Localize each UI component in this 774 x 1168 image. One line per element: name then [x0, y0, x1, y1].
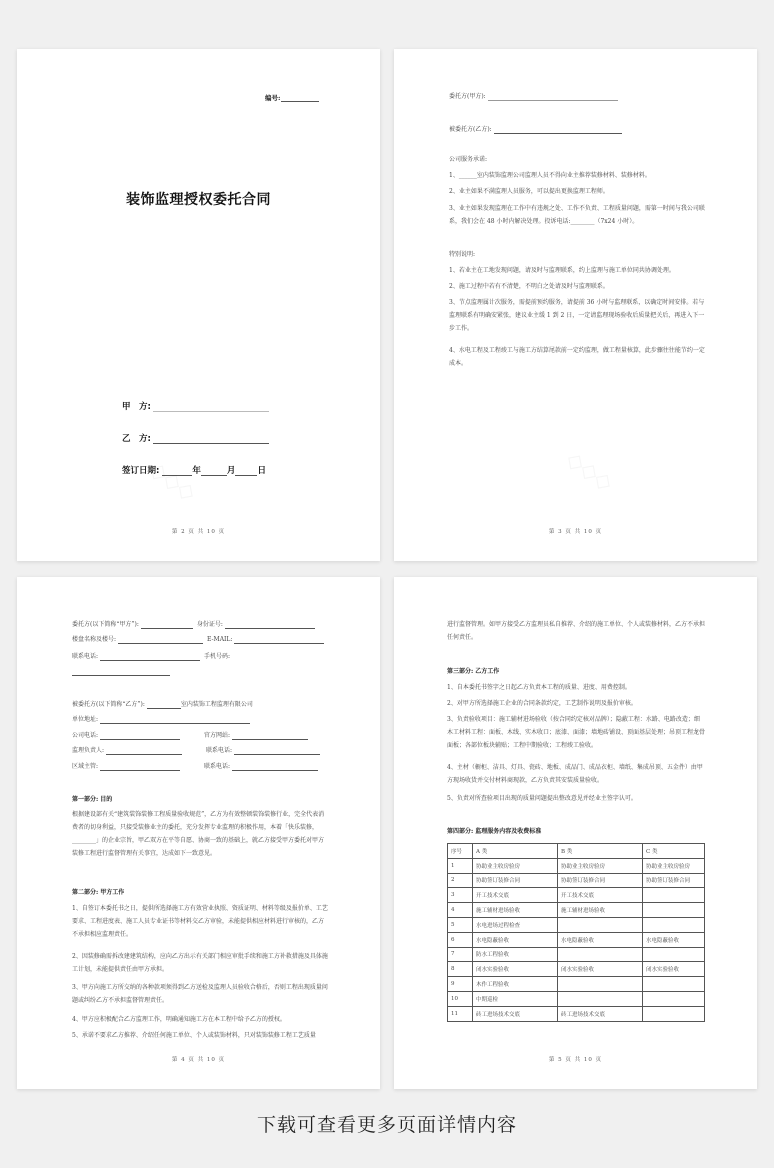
contractor-company: 室内装饰工程监理有限公司 [180, 701, 253, 708]
contractor-blank [147, 701, 181, 709]
table-header-row [448, 844, 705, 859]
client-label: 委托方(以下简称“甲方”): [72, 621, 139, 628]
number-label: 编号: [265, 94, 281, 102]
table-cell: 协助签订装修合同 [558, 873, 643, 888]
part3-item: 4、主材（橱柜、洁具、灯具、瓷砖、地板、成品门、成品衣柜、墙纸、集成吊顶、五金件）由甲方现场收货并交付材料商现款，乙方负责其安装质量验收。 [447, 764, 703, 784]
email-label: E-MAIL: [207, 636, 233, 643]
contract-number [265, 93, 319, 102]
id-label: 身份证号: [196, 621, 223, 628]
contractor-line [449, 126, 622, 134]
table-cell: 水电隐蔽验收 [473, 932, 558, 947]
table-cell: 10 [448, 991, 473, 1006]
building-blank [118, 636, 203, 644]
address-label: 单位地址: [72, 716, 99, 723]
watermark [561, 447, 617, 497]
part2-item: 1、自签订本委托书之日，提供所选择施工方有效营业执照、资质证明、材料等级及报价单、工艺要求、工程进度表、施工人员专业证书等材料交乙方审验，未能提供相应材料进行审核的，乙方不承担相应监理责任。 [72, 905, 328, 938]
phone-label: 联系电话: [72, 653, 99, 660]
fee-table [447, 843, 705, 1022]
part3-item: 2、对甲方所选择施工企业的合同条款约定，工艺制作说明及报价审核。 [447, 700, 637, 707]
contract-terms-page [17, 577, 380, 1089]
table-cell: 11 [448, 1006, 473, 1021]
supervisor-blank [106, 747, 182, 755]
table-cell: 协助业主收房验房 [473, 858, 558, 873]
part2-item: 2、因装修确需拆改建建筑结构，应向乙方出示有关部门相应审批手续和施工方补救措施及具体施工计划，未能提供责任由甲方承担。 [72, 953, 328, 973]
table-cell: 协助签订装修合同 [643, 873, 705, 888]
contractor-label: 被委托方(以下简称“乙方”): [72, 701, 145, 708]
table-cell: 水电进场过程检查 [473, 917, 558, 932]
company-phone-blank [100, 732, 180, 740]
table-cell: 协助业主收房验房 [558, 858, 643, 873]
table-cell: 砖工进场技术交底 [558, 1006, 643, 1021]
table-cell: 7 [448, 947, 473, 962]
company-phone-label: 公司电话: [72, 732, 99, 739]
part2-item: 3、甲方向施工方所交纳的各种款项须得到乙方送检及监理人员验收合格后，否则工程出现质量问题或纠纷乙方不承担监督管理责任。 [72, 984, 328, 1004]
service-fees-page [394, 577, 757, 1089]
email-blank [234, 636, 324, 644]
table-cell [643, 917, 705, 932]
manager-phone-blank [232, 763, 318, 771]
table-cell [558, 917, 643, 932]
note-item: 3、节点监理属计次服务，需提前预约服务，请提前 36 小时与监理联系，以确定时间安排。若与监理联系有明确安紧张，建议业主缓 1 到 2 日，一定请监理现场验收后质量把关后，再进入下一步工作。 [449, 299, 705, 332]
commit-item: 2、业主如果不满监理人员服务，可以提出更换监理工程师。 [449, 188, 609, 195]
table-cell: 砖工进场技术交底 [473, 1006, 558, 1021]
number-blank [281, 94, 319, 102]
mobile-blank-row [72, 668, 170, 676]
sign-date-label: 签订日期: [122, 466, 160, 476]
building-label: 楼盘名称及楼号: [72, 636, 117, 643]
month-label: 月 [226, 466, 236, 476]
note-item: 4、水电工程及工程竣工与施工方结算尾款前一定约监理，做工程量核算，此步骤往往能节约一定成本。 [449, 347, 705, 367]
page-footer: 第 2 页 共 10 页 [171, 529, 226, 535]
table-cell: 施工辅材进场验收 [558, 903, 643, 918]
party-b-label: 乙 方: [122, 434, 151, 444]
part2-item: 5、承诺不要求乙方推荐、介绍任何施工单位、个人或装饰材料，只对装饰装修工程工艺质量 [72, 1032, 316, 1039]
table-cell: 9 [448, 977, 473, 992]
supervisor-row [72, 747, 320, 755]
day-blank [235, 466, 257, 476]
manager-row [72, 763, 318, 771]
table-row [448, 947, 705, 962]
page-footer: 第 3 页 共 10 页 [548, 529, 603, 535]
building-row [72, 636, 324, 644]
contract-cover-page [17, 49, 380, 561]
part3-item: 3、负责验收项目：施工辅材进场验收（按合同约定核对品牌）；隐蔽工程：水路、电路改造；细木工材料工程：面板、木线、实木收口；底漆、面漆；墙地砖铺设、顶面基层处理；吊顶工程龙骨面板；各部位板块辅贴；工程中期验收；工程竣工验收。 [447, 716, 706, 749]
manager-label: 区域主管: [72, 763, 99, 770]
table-header-cell: A 类 [473, 844, 558, 859]
note-item: 2、施工过程中若有不清楚，不明白之处请及时与监理联系。 [449, 283, 609, 290]
table-cell: 4 [448, 903, 473, 918]
table-cell: 5 [448, 917, 473, 932]
service-commitment-page [394, 49, 757, 561]
part3-item: 5、负责对所查验项目出现的质量问题提出整改意见并经业主签字认可。 [447, 795, 637, 802]
table-cell: 开工技术交底 [558, 888, 643, 903]
table-cell: 水电隐蔽验收 [643, 932, 705, 947]
table-cell: 闭水实验验收 [558, 962, 643, 977]
table-cell [643, 888, 705, 903]
website-blank [232, 732, 308, 740]
table-cell [558, 991, 643, 1006]
continued-text: 进行监督管理。如甲方接受乙方监理员私自推荐、介绍的施工单位、个人或装修材料，乙方不承担任何责任。 [447, 621, 706, 641]
table-cell [558, 947, 643, 962]
table-cell: 中期巡检 [473, 991, 558, 1006]
contractor-blank [494, 126, 622, 134]
party-a-line [122, 400, 269, 412]
table-row [448, 873, 705, 888]
party-a-blank [153, 402, 269, 412]
party-b-blank [153, 434, 269, 444]
table-header-cell: C 类 [643, 844, 705, 859]
client-blank [141, 621, 193, 629]
table-cell [643, 903, 705, 918]
table-cell: 6 [448, 932, 473, 947]
client-line [449, 93, 618, 101]
day-label: 日 [257, 466, 266, 476]
table-row [448, 917, 705, 932]
table-cell: 开工技术交底 [473, 888, 558, 903]
part2-item: 4、甲方应积极配合乙方监理工作，明确通知施工方在本工程中给予乙方的授权。 [72, 1016, 286, 1023]
part2-heading: 第二部分: 甲方工作 [72, 889, 125, 896]
table-cell [643, 977, 705, 992]
commit-item: 1、______室内装饰监理公司监理人员不得向业主推荐装修材料、装修材料。 [449, 172, 651, 179]
client-blank [488, 93, 618, 101]
table-row [448, 962, 705, 977]
website-label: 官方网站: [204, 732, 231, 739]
manager-blank [100, 763, 180, 771]
table-row [448, 977, 705, 992]
note-item: 1、若业主在工地发现问题，请及时与监理联系，约上监理与施工单位同共协调处理。 [449, 267, 675, 274]
table-header-cell: 序号 [448, 844, 473, 859]
table-cell: 协助业主收房验房 [643, 858, 705, 873]
table-cell: 防水工程验收 [473, 947, 558, 962]
table-cell: 施工辅材进场验收 [473, 903, 558, 918]
page-footer: 第 5 页 共 10 页 [548, 1057, 603, 1063]
table-row [448, 991, 705, 1006]
contractor-label: 被委托方(乙方): [449, 126, 492, 133]
table-cell [558, 977, 643, 992]
sign-date-line [122, 464, 266, 476]
supervisor-label: 监理负责人: [72, 747, 105, 754]
table-cell: 闭水实验验收 [473, 962, 558, 977]
table-row [448, 932, 705, 947]
part1-text: 根据建设部有关“建筑装饰装修工程质量验收规范”，乙方为有效整顿装饰装修行业，完全代表消费者的切身利益，只接受装修业主的委托，充分发挥专业监理的积极作用，本着「快乐装修，________」的企业宗旨，甲乙双方在平等自愿、协商一致的基础上，就乙方接受甲方委托对甲方装修工程进行监督管理有关事宜，达成如下一致意见。 [72, 811, 325, 857]
table-header-cell: B 类 [558, 844, 643, 859]
table-row [448, 858, 705, 873]
table-cell [643, 991, 705, 1006]
commit-heading: 公司服务承诺: [449, 156, 488, 163]
commit-item: 3、业主如果发现监理在工作中有违规之处、工作不负责、工程质量问题，需第一时间与我公司联系，我们会在 48 小时内解决处理。投诉电话:________（7x24 小时）。 [449, 205, 705, 225]
table-row [448, 1006, 705, 1021]
table-cell: 协助签订装修合同 [473, 873, 558, 888]
phone-row [72, 653, 230, 661]
mobile-label: 手机号码: [204, 653, 231, 660]
contract-title: 装饰监理授权委托合同 [126, 192, 271, 208]
month-blank [201, 466, 227, 476]
company-phone-row [72, 732, 308, 740]
table-cell: 3 [448, 888, 473, 903]
table-cell: 水电隐蔽验收 [558, 932, 643, 947]
mobile-blank [72, 668, 170, 676]
table-cell: 1 [448, 858, 473, 873]
table-cell [643, 947, 705, 962]
address-row [72, 716, 250, 724]
party-a-label: 甲 方: [122, 402, 151, 412]
contractor-row [72, 701, 253, 709]
address-blank [100, 716, 250, 724]
party-b-line [122, 432, 269, 444]
part3-heading: 第三部分: 乙方工作 [447, 668, 500, 675]
table-row [448, 888, 705, 903]
table-cell: 闭水实验验收 [643, 962, 705, 977]
manager-phone-label: 联系电话: [204, 763, 231, 770]
supervisor-phone-blank [234, 747, 320, 755]
phone-blank [100, 653, 200, 661]
id-blank [225, 621, 315, 629]
year-label: 年 [192, 466, 201, 476]
table-cell [643, 1006, 705, 1021]
client-row [72, 621, 315, 629]
part3-item: 1、自本委托书签字之日起乙方负责本工程的质量、进度、用费控制。 [447, 684, 631, 691]
client-label: 委托方(甲方): [449, 93, 486, 100]
table-row [448, 903, 705, 918]
download-banner[interactable]: 下载可查看更多页面详情内容 [256, 1114, 517, 1136]
page-footer: 第 4 页 共 10 页 [171, 1057, 226, 1063]
part4-heading: 第四部分: 监理服务内容及收费标准 [447, 828, 542, 835]
notes-heading: 特别说明: [449, 251, 476, 258]
table-cell: 木作工程验收 [473, 977, 558, 992]
table-cell: 8 [448, 962, 473, 977]
table-cell: 2 [448, 873, 473, 888]
supervisor-phone-label: 联系电话: [206, 747, 233, 754]
part1-heading: 第一部分: 目的 [72, 796, 113, 803]
